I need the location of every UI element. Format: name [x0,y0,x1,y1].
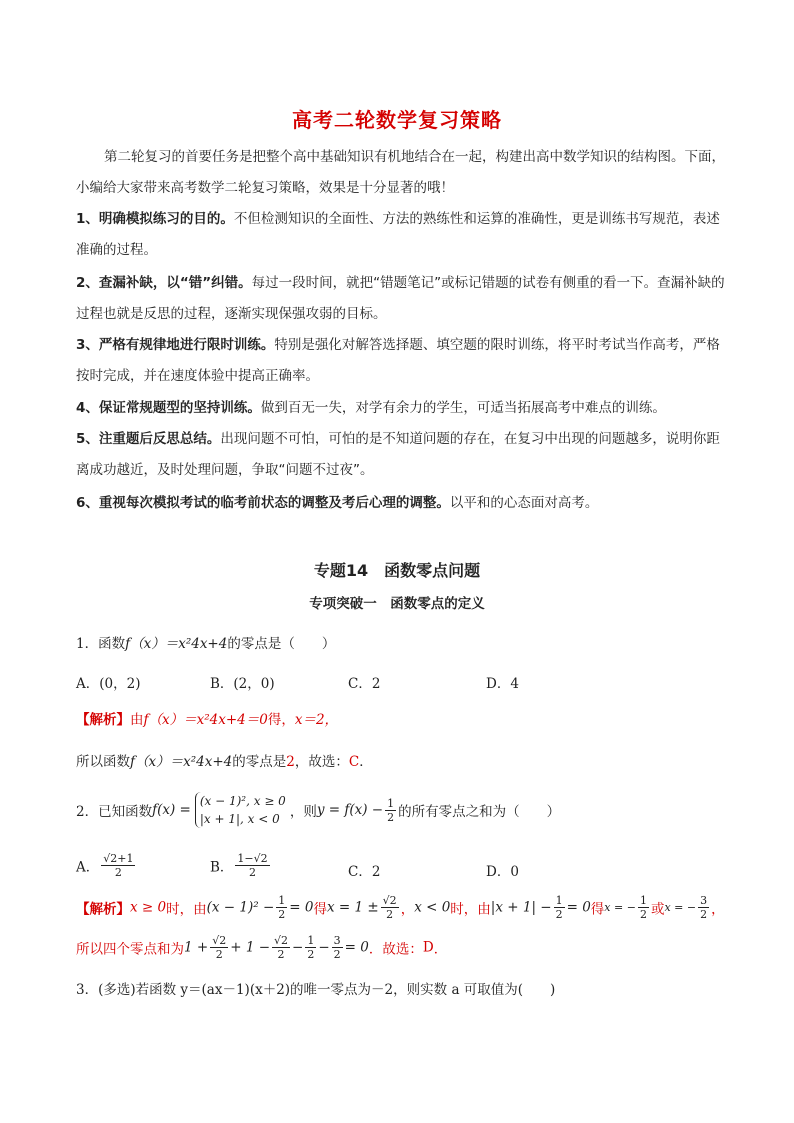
q2-ans-half [638,894,649,921]
q2-ans2-expr: − [292,939,304,956]
strategy-point-4 [76,393,726,424]
fraction-denominator: 2 [215,948,223,961]
option-fraction [235,852,269,879]
q2-stem-text: ，则 [289,804,317,820]
q2-ans2-choice: D [422,939,434,956]
q2-stem-suffix: 的所有零点之和为（ ） [398,804,561,820]
q2-ans2-text: ． [433,941,448,958]
q1-ans-result: x＝2， [294,712,339,728]
fraction-denominator: 2 [387,810,395,824]
q2-option-a[interactable] [76,852,137,879]
q1-ans2-text: ． [359,754,373,770]
q1-ans2-text: 所以函数 [76,754,130,770]
q2-case-2: |x + 1|, x < 0 [199,812,280,826]
question-1-options [76,672,676,692]
q2-ans-text: 得 [590,901,605,918]
q2-ans-text: ， [711,901,725,918]
q2-ans2-expr: − [318,939,330,956]
q1-ans2-value: 2 [286,754,295,770]
fraction-denominator: 2 [278,908,286,921]
section-subtitle: 专项突破一 函数零点的定义 [309,596,485,612]
q2-ans-half [276,894,287,921]
q1-option-a[interactable]: A．(0，2) [76,676,141,692]
q2-piecewise [195,792,286,828]
q2-fx: f(x) = [152,802,191,818]
fraction-denominator: 2 [114,866,122,879]
fraction-numerator: 1 [307,934,315,947]
q2-ans2-expr: + 1 − [230,939,271,956]
point-label: 5、注重题后反思总结。 [76,431,221,447]
q2-ans2-text: ．故选： [368,941,423,958]
option-letter: A． [76,859,100,876]
q1-ans2-choice: C [348,754,360,770]
fraction-denominator: 2 [386,908,394,921]
strategy-point-1 [76,204,726,266]
section-title: 专题14 函数零点问题 [313,561,481,580]
strategy-point-5 [76,424,726,486]
point-text: 做到百无一失，对学有余力的学生，可适当拓展高考中难点的训练。 [260,400,666,416]
point-text: 出现问题不可怕，可怕的是不知道问题的存在，在复习中出现的问题越多，说明你距离成功越近，及时处理问题，争取“问题不过夜”。 [76,431,720,478]
q2-option-c[interactable]: C．2 [348,864,381,880]
fraction-numerator: √2 [212,934,227,947]
q2-ans2-text: 所以四个零点和为 [76,941,184,958]
strategy-point-6 [76,488,726,519]
fraction-denominator: 2 [249,866,257,879]
q2-ans-cond: x < 0 [414,899,451,916]
point-text: 特别是强化对解答选择题、填空题的限时训练，将平时考试当作高考，严格按时完成，并在速度体验中提高正确率。 [76,337,720,384]
strategy-point-3 [76,330,726,392]
q2-answer-line-2 [76,934,447,961]
fraction-numerator: 3 [700,894,708,907]
q2-ans2-eq: = 0 [344,939,369,956]
q1-ans-equation: f（x）＝x²4x+4＝0 [143,712,268,728]
q2-ans-text: 时，由 [166,901,207,918]
q2-ans-sqrt-frac [381,894,399,921]
fraction-numerator: 1 [555,894,563,907]
point-label: 3、严格有规律地进行限时训练。 [76,337,275,353]
q1-option-b[interactable]: B．(2，0) [210,676,275,692]
q2-option-d[interactable]: D．0 [486,864,519,880]
fraction-numerator: √2 [274,934,289,947]
question-2-stem [76,792,560,828]
q2-ans2-sqrt-frac [210,934,228,961]
point-label: 4、保证常规题型的坚持训练。 [76,400,261,416]
option-letter: B． [210,859,234,876]
option-fraction [101,852,135,879]
intro-paragraph: 第二轮复习的首要任务是把整个高中基础知识有机地结合在一起，构建出高中数学知识的结构图。下面，小编给大家带来高考数学二轮复习策略，效果是十分显著的哦！ [76,149,725,196]
q2-ans-cond: x ≥ 0 [130,899,167,916]
answer-tag: 【解析】 [76,712,130,728]
q2-ans2-sqrt-frac [272,934,290,961]
fraction-denominator: 2 [277,948,285,961]
point-label: 2、查漏补缺，以“错”纠错。 [76,275,252,291]
point-label: 1、明确模拟练习的目的。 [76,211,234,227]
q2-ans-text: 得 [313,901,327,918]
q2-option-b[interactable] [210,852,272,879]
fraction-numerator: 1 [639,894,647,907]
q1-option-d[interactable]: D．4 [486,676,519,692]
q2-ans-expr: (x − 1)² − [206,899,275,916]
q2-ans-text: ， [400,901,415,918]
q1-answer-line-1 [76,708,338,728]
fraction-denominator: 2 [333,948,341,961]
fraction-denominator: 2 [307,948,315,961]
q1-ans-text: 由 [130,712,144,728]
point-label: 6、重视每次模拟考试的临考前状态的调整及考后心理的调整。 [76,495,450,511]
q2-ans-eq: = 0 [289,899,314,916]
q2-ans-expr: x = − [664,901,697,914]
fraction-numerator: 3 [333,934,341,947]
q1-ans2-text: ，故选： [294,754,349,770]
q2-ans-expr: |x + 1| − [490,899,552,916]
point-text: 不但检测知识的全面性、方法的熟练性和运算的准确性，更是训练书写规范，表述准确的过程。 [76,211,720,258]
q1-answer-line-2 [76,750,373,770]
q1-ans-text: 得， [267,712,295,728]
fraction-numerator: 1 [387,796,395,810]
question-2-options [76,852,676,886]
q2-expression: y = f(x) − [316,802,384,818]
question-3-stem: 3．(多选)若函数 y＝(ax－1)(x＋2)的唯一零点为－2，则实数 a 可取值为( ) [76,982,556,998]
q2-answer-line-1 [76,894,736,921]
point-text: 以平和的心态面对高考。 [449,495,599,511]
q1-stem-suffix: 的零点是（ ） [227,636,336,652]
q2-ans-three-half [698,894,709,921]
q2-stem-prefix: 2．已知函数 [76,804,153,820]
q2-ans-text: 时，由 [450,901,491,918]
answer-tag: 【解析】 [76,901,130,918]
strategy-point-2 [76,268,726,330]
fraction-numerator: 1−√2 [237,852,268,865]
q1-stem-prefix: 1．函数 [76,636,126,652]
q2-ans-expr: x = 1 ± [326,899,379,916]
q1-function: f（x）＝x²4x+4 [125,636,228,652]
q1-ans2-text: 的零点是 [232,754,287,770]
fraction-denominator: 2 [555,908,563,921]
q2-ans2-expr: 1 + [184,939,209,956]
question-1-stem [76,632,335,652]
fraction-numerator: 1 [278,894,286,907]
q2-fraction-half [385,797,396,824]
q1-ans2-function: f（x）＝x²4x+4 [130,754,233,770]
q2-ans2-half [305,934,316,961]
point-text: 每过一段时间，就把“错题笔记”或标记错题的试卷有侧重的看一下。查漏补缺的过程也就是反思的过程，逐渐实现保强攻弱的目标。 [76,275,725,322]
fraction-denominator: 2 [700,908,708,921]
q2-ans-eq: = 0 [566,899,591,916]
q2-ans-expr: x = − [604,901,636,914]
q2-ans2-three-half [332,934,343,961]
page-title: 高考二轮数学复习策略 [292,108,502,132]
fraction-denominator: 2 [639,908,647,921]
q2-case-1: (x − 1)², x ≥ 0 [199,794,286,808]
q1-option-c[interactable]: C．2 [348,676,381,692]
q2-ans-text: 或 [650,901,665,918]
fraction-numerator: √2 [382,894,397,907]
fraction-numerator: √2+1 [103,852,134,865]
q2-ans-half [554,894,565,921]
